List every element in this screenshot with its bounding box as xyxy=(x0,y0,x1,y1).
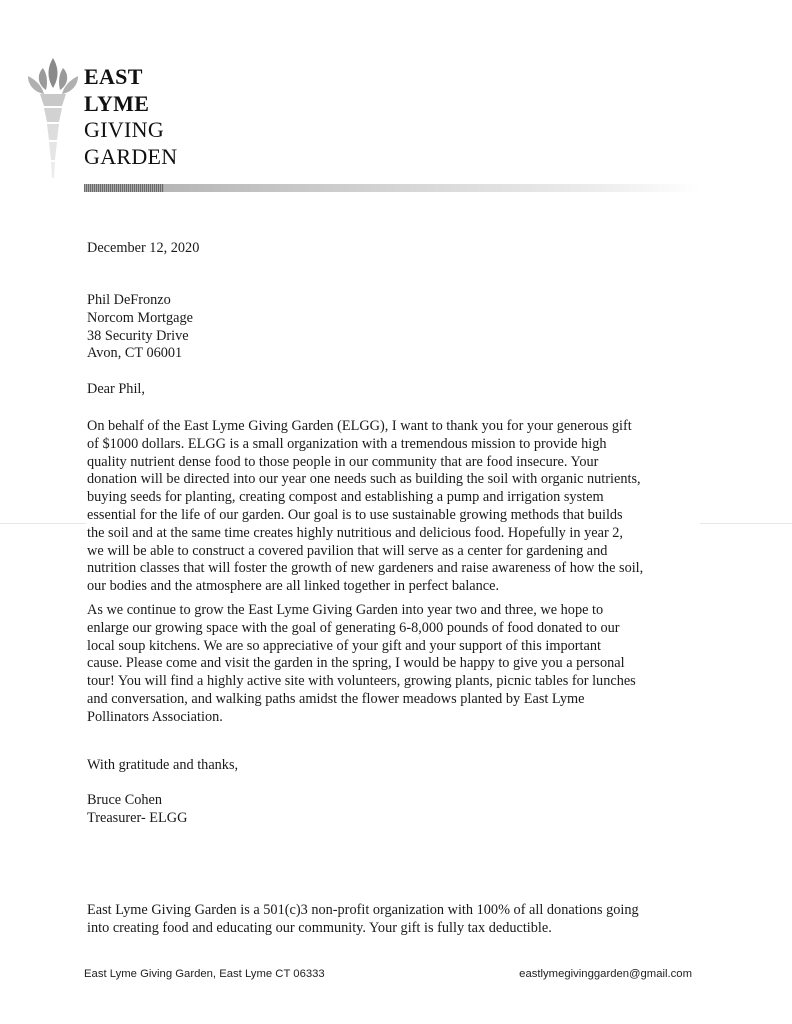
letterhead-rule-fade xyxy=(164,184,700,192)
recipient-company: Norcom Mortgage xyxy=(87,309,194,326)
text-line: of $1000 dollars. ELGG is a small organization with a tremendous mission to provide high xyxy=(87,435,607,452)
text-line: On behalf of the East Lyme Giving Garden (ELGG), I want to thank you for your generous gift xyxy=(87,418,632,434)
closing: With gratitude and thanks, xyxy=(87,757,239,773)
text-line: enlarge our growing space with the goal of generating 6-8,000 pounds of food donated to our xyxy=(87,619,620,636)
text-line: the soil and at the same time creates highly nutritious and delicious food. Hopefully in year 2, xyxy=(87,524,624,541)
letter-date: December 12, 2020 xyxy=(87,240,200,256)
text-line: nutrition classes that will foster the growth of new gardeners and raise awareness of how the soil, xyxy=(87,560,644,577)
tax-note xyxy=(87,902,697,938)
footer-address: East Lyme Giving Garden, East Lyme CT 06333 xyxy=(84,968,325,980)
org-name xyxy=(84,64,177,170)
body-paragraph-2 xyxy=(87,602,697,727)
org-name-line-3: GIVING xyxy=(84,117,165,142)
text-line: local soup kitchens. We are so appreciative of your gift and your support of this important xyxy=(87,637,601,654)
recipient-city: Avon, CT 06001 xyxy=(87,345,183,362)
text-line: donation will be directed into our year one needs such as building the soil with organic nutrients, xyxy=(87,471,641,488)
scan-speck xyxy=(0,523,86,524)
text-line: we will be able to construct a covered pavilion that will serve as a center for gardening and xyxy=(87,542,608,559)
org-name-line-2: LYME xyxy=(84,90,150,116)
scan-speck xyxy=(700,523,792,524)
salutation: Dear Phil, xyxy=(87,381,145,397)
text-line: As we continue to grow the East Lyme Giving Garden into year two and three, we hope to xyxy=(87,602,604,618)
text-line: essential for the life of our garden. Our goal is to use sustainable growing methods that builds xyxy=(87,506,623,523)
signature-block xyxy=(87,792,187,828)
recipient-name: Phil DeFronzo xyxy=(87,292,171,308)
text-line: tour! You will find a highly active site with volunteers, growing plants, picnic tables for lunches xyxy=(87,673,636,690)
text-line: into creating food and educating our community. Your gift is fully tax deductible. xyxy=(87,919,552,936)
text-line: Pollinators Association. xyxy=(87,708,223,725)
text-line: buying seeds for planting, creating compost and establishing a pump and irrigation system xyxy=(87,489,604,506)
body-paragraph-1 xyxy=(87,418,697,596)
signer-title: Treasurer- ELGG xyxy=(87,809,188,826)
footer-email: eastlymegivinggarden@gmail.com xyxy=(519,968,692,980)
signer-name: Bruce Cohen xyxy=(87,792,163,808)
text-line: and conversation, and walking paths amidst the flower meadows planted by East Lyme xyxy=(87,690,585,707)
text-line: our bodies and the atmosphere are all linked together in perfect balance. xyxy=(87,578,500,595)
text-line: quality nutrient dense food to those people in our community that are food insecure. Your xyxy=(87,453,599,470)
org-name-line-1: EAST xyxy=(84,64,143,89)
text-line: cause. Please come and visit the garden in the spring, I would be happy to give you a personal xyxy=(87,655,625,672)
org-name-line-4: GARDEN xyxy=(84,143,178,169)
recipient-street: 38 Security Drive xyxy=(87,327,189,344)
recipient-address xyxy=(87,292,193,363)
text-line: East Lyme Giving Garden is a 501(c)3 non-profit organization with 100% of all donations going xyxy=(87,902,639,918)
letterhead-rule-dark xyxy=(84,184,164,192)
leaf-flame-icon xyxy=(20,52,82,182)
